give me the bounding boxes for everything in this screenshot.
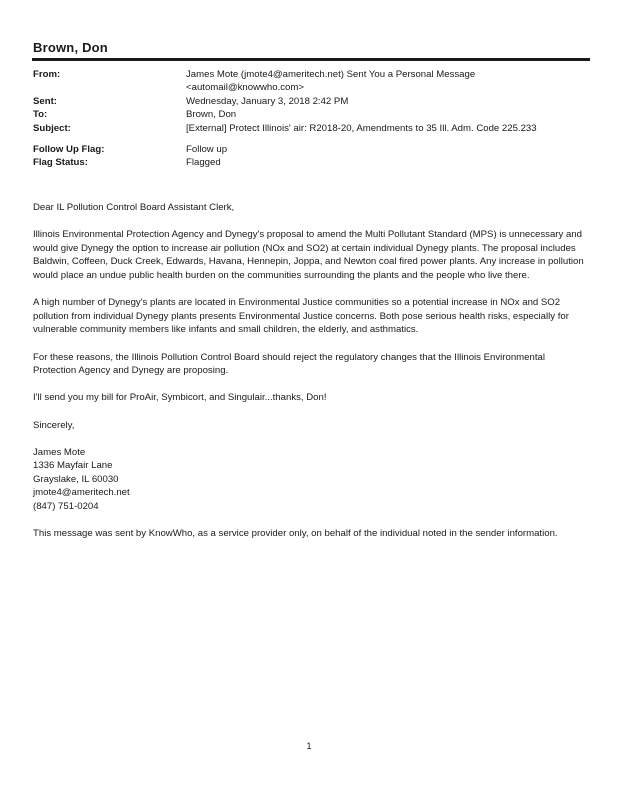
salutation: Dear IL Pollution Control Board Assistant Clerk,	[33, 202, 235, 213]
email-header	[33, 68, 593, 170]
signature-city: Grayslake, IL 60030	[33, 473, 119, 485]
page-number: 1	[306, 741, 312, 751]
subject-row	[33, 122, 593, 135]
to-label: To:	[33, 109, 48, 121]
closing: Sincerely,	[33, 419, 75, 431]
flag-status-row	[33, 156, 593, 169]
flag-status-value: Flagged	[186, 157, 221, 169]
body-paragraph-4: I'll send you my bill for ProAir, Symbicort, and Singulair...thanks, Don!	[33, 392, 327, 404]
body-paragraph-3: For these reasons, the Illinois Pollution Control Board should reject the regulatory changes that the Illinois Environmental Protection Agency and Dynegy are proposing.	[33, 351, 545, 377]
subject-label: Subject:	[33, 122, 71, 134]
footer-note: This message was sent by KnowWho, as a service provider only, on behalf of the individual noted in the sender information.	[33, 528, 558, 540]
signature-email: jmote4@ameritech.net	[33, 487, 130, 499]
email-body	[33, 201, 585, 554]
signature-phone: (847) 751-0204	[33, 501, 99, 513]
signature-street: 1336 Mayfair Lane	[33, 460, 113, 472]
subject-value: [External] Protect Illinois' air: R2018-20, Amendments to 35 Ill. Adm. Code 225.233	[186, 122, 537, 134]
follow-up-flag-value: Follow up	[186, 144, 228, 156]
header-divider	[32, 58, 590, 61]
from-value	[186, 68, 593, 95]
from-row	[33, 68, 593, 95]
to-value: Brown, Don	[186, 109, 237, 121]
to-row	[33, 108, 593, 121]
body-paragraph-2: A high number of Dynegy's plants are located in Environmental Justice communities so a potential increase in NOx and SO2 pollution from individual Dynegy plants presents Environmental Justice concerns. Both pose serious health risks, especially for vulnerable community members like infants and small children, the elderly, and asthmatics.	[33, 297, 569, 336]
sent-label: Sent:	[33, 95, 57, 107]
mailbox-owner-name: Brown, Don	[33, 40, 108, 55]
from-value-line1: James Mote (jmote4@ameritech.net) Sent You a Personal Message	[186, 69, 476, 80]
from-value-line2: <automail@knowwho.com>	[186, 82, 304, 94]
sent-row	[33, 95, 593, 108]
signature-name: James Mote	[33, 446, 86, 458]
sent-value: Wednesday, January 3, 2018 2:42 PM	[186, 95, 349, 107]
follow-up-flag-row	[33, 143, 593, 156]
body-paragraph-1: Illinois Environmental Protection Agency and Dynegy's proposal to amend the Multi Pollutant Standard (MPS) is unnecessary and would give Dynegy the option to increase air pollution (NOx and SO2) at certain individual Dynegy plants. The proposal includes Baldwin, Coffeen, Duck Creek, Edwards, Havana, Hennepin, Joppa, and Newton coal fired power plants. Any increase in pollution would place an undue public health burden on the communities surrounding the plants and the people who live there.	[33, 229, 584, 281]
signature-block	[33, 446, 585, 514]
follow-up-flag-label: Follow Up Flag:	[33, 144, 105, 156]
header-spacer	[33, 135, 593, 143]
from-label: From:	[33, 69, 61, 80]
flag-status-label: Flag Status:	[33, 157, 88, 169]
